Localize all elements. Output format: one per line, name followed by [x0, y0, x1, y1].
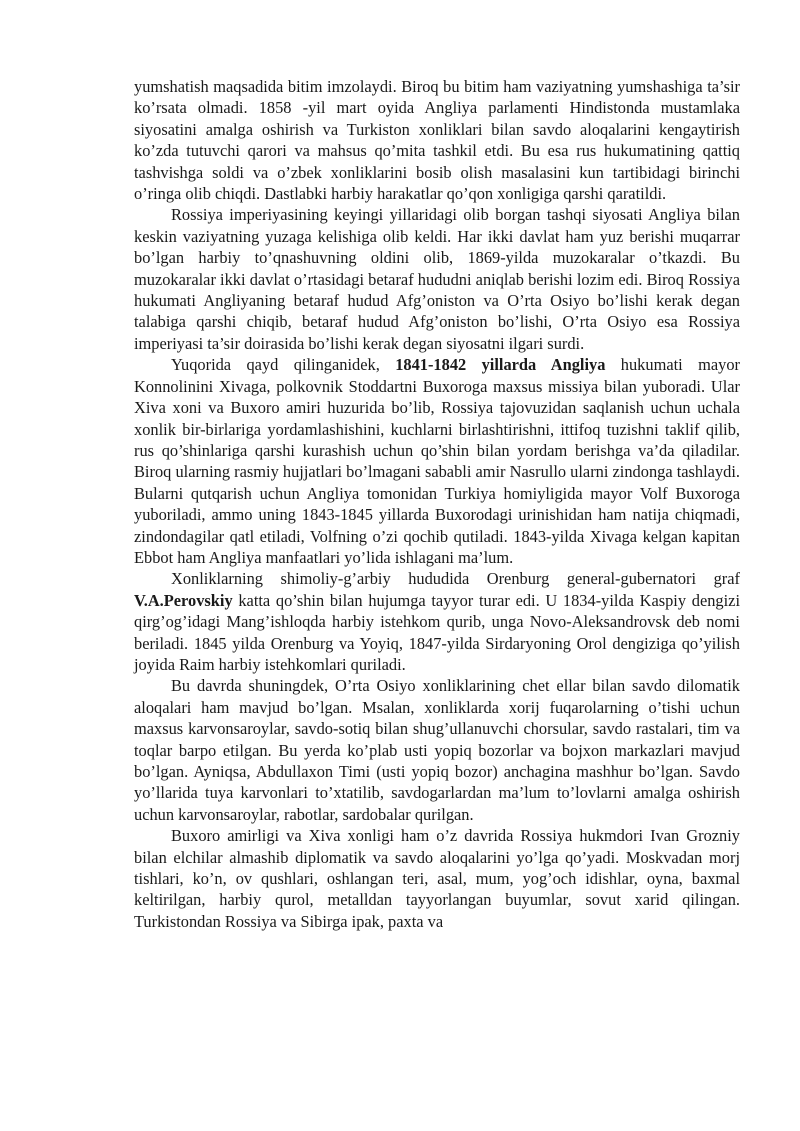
paragraph-4-text-a: Xonliklarning shimoliy-g’arbiy hududida Orenburg general-gubernatori graf: [171, 569, 740, 589]
paragraph-4: [134, 568, 740, 675]
paragraph-2: [134, 204, 740, 354]
document-page: [134, 76, 740, 932]
paragraph-3-text-b: hukumati mayor Konnolinini Xivaga, polkovnik Stoddartni Buxoroga maxsus missiya bilan yuboradi. Ular Xiva xoni va Buxoro amiri huzurida bo’lib, Rossiya tajovuzidan saqlanish uchun uchala xonlik bir-birlariga yordamlashishini, kuchlarni birlashtirishni, ittifoq tuzishni taklif qilib, rus qo’shinlariga qarshi kurashish uchun qo’shin bilan yordam berishga va’da qiladilar. Biroq ularning rasmiy hujjatlari bo’lmagani sababli amir Nasrullo ularni zindonga tashlaydi. Bularni qutqarish uchun Angliya tomonidan Turkiya homiyligida mayor Volf Buxoroga yuboriladi, ammo uning 1843-1845 yillarda Buxorodagi urinishidan ham natija chiqmadi, zindondagilar qatl etiladi, Volfning o’zi qochib qutiladi. 1843-yilda Xivaga kelgan kapitan Ebbot ham Angliya manfaatlari yo’lida ishlagani ma’lum.: [134, 355, 740, 567]
paragraph-2-text: Rossiya imperiyasining keyingi yillaridagi olib borgan tashqi siyosati Angliya bilan keskin vaziyatning yuzaga kelishiga olib keldi. Har ikki davlat ham yuz berishi muqarrar bo’lgan harbiy to’qnashuvning oldini olib, 1869-yilda muzokaralar o’tkazdi. Bu muzokaralar ikki davlat o’rtasidagi betaraf hududni aniqlab berishi lozim edi. Biroq Rossiya hukumati Angliyaning betaraf hudud Afg’oniston va O’rta Osiyo bo’lishi kerak degan talabiga qarshi chiqib, betaraf hudud Afg’oniston bo’lishi, O’rta Osiyo esa Rossiya imperiyasi ta’sir doirasida bo’lishi kerak degan siyosatni ilgari surdi.: [134, 205, 740, 353]
paragraph-3-text-a: Yuqorida qayd qilinganidek,: [171, 355, 396, 375]
paragraph-6-text: Buxoro amirligi va Xiva xonligi ham o’z davrida Rossiya hukmdori Ivan Grozniy bilan elchilar almashib diplomatik va savdo aloqalarini yo’lga qo’yadi. Moskvadan morj tishlari, ko’n, ov qushlari, oshlangan teri, asal, mum, yog’och idishlar, oyna, baxmal keltirilgan, harbiy qurol, metalldan tayyorlangan buyumlar, sovut xarid qilingan. Turkistondan Rossiya va Sibirga ipak, paxta va: [134, 826, 740, 931]
paragraph-3: [134, 354, 740, 568]
paragraph-4-text-b: katta qo’shin bilan hujumga tayyor turar edi. U 1834-yilda Kaspiy dengizi qirg’og’idagi Mang’ishloqda harbiy istehkom qurib, unga Novo-Aleksandrovsk deb nomi beriladi. 1845 yilda Orenburg va Yoyiq, 1847-yilda Sirdaryoning Orol dengiziga qo’yilish joyida Raim harbiy istehkomlari quriladi.: [134, 590, 740, 674]
paragraph-3-bold-date: 1841-1842 yillarda Angliya: [395, 355, 606, 375]
paragraph-5: [134, 675, 740, 825]
paragraph-6: [134, 825, 740, 932]
paragraph-1: [134, 76, 740, 204]
paragraph-4-bold-name: V.A.Perovskiy: [134, 590, 233, 610]
paragraph-5-text: Bu davrda shuningdek, O’rta Osiyo xonliklarining chet ellar bilan savdo dilomatik aloqalari ham mavjud bo’lgan. Msalan, xonliklarda xorij fuqarolarning o’tishi uchun maxsus karvonsaroylar, savdo-sotiq bilan shug’ullanuvchi chorsular, savdo rastalari, tim va toqlar barpo etilgan. Bu yerda ko’plab usti yopiq bozorlar va bojxon markazlari mavjud bo’lgan. Ayniqsa, Abdullaxon Timi (usti yopiq bozor) anchagina mashhur bo’lgan. Savdo yo’llarida tuya karvonlari to’xtatilib, savdogarlardan ma’lum to’lovlarni amalga oshirish uchun karvonsaroylar, rabotlar, sardobalar qurilgan.: [134, 676, 740, 824]
paragraph-1-text: yumshatish maqsadida bitim imzolaydi. Biroq bu bitim ham vaziyatning yumshashiga ta’sir ko’rsata olmadi. 1858 -yil mart oyida Angliya parlamenti Hindistonda mustamlaka siyosatini amalga oshirish va Turkiston xonliklari bilan savdo aloqalarini kengaytirish ko’zda tutuvchi qarori va mahsus qo’mita tashkil etdi. Bu esa rus hukumatining qattiq tashvishga soldi va o’zbek xonliklarini bosib olish masalasini kun tartibidagi birinchi o’ringa olib chiqdi. Dastlabki harbiy harakatlar qo’qon xonligiga qarshi qaratildi.: [134, 77, 740, 204]
